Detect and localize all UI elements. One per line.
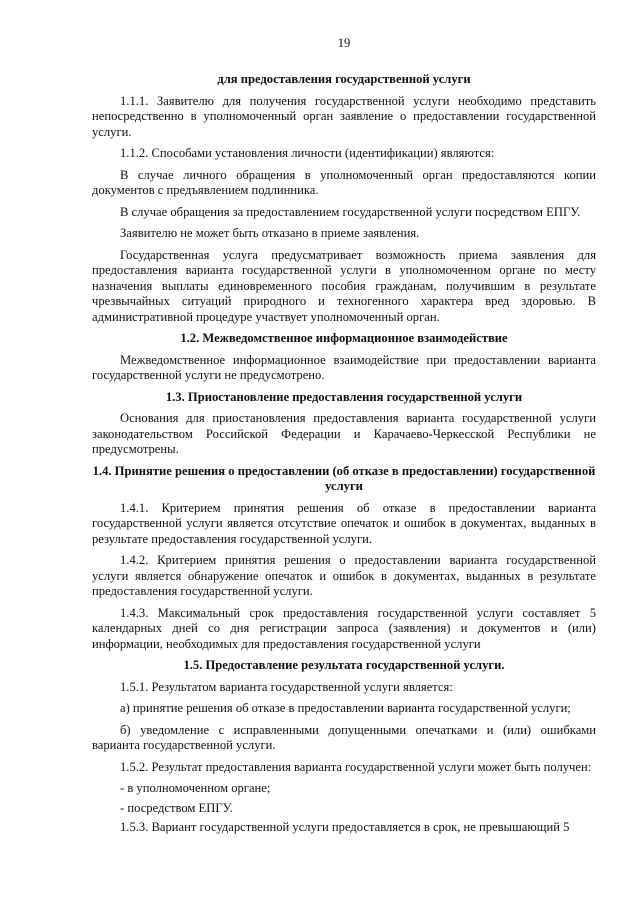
paragraph: В случае личного обращения в уполномоченный орган предоставляются копии документов с предъявлением подлинника. [92,167,596,197]
paragraph: Межведомственное информационное взаимодействие при предоставлении варианта государственной услуги не предусмотрено. [92,352,596,382]
paragraph: 1.4.3. Максимальный срок предоставления государственной услуги составляет 5 календарных дней со дня регистрации запроса (заявления) и документов и (или) информации, необходимых для предоставления государственной услуги [92,605,596,651]
paragraph: 1.5.3. Вариант государственной услуги предоставляется в срок, не превышающий 5 [120,820,570,834]
section-heading: для предоставления государственной услуги [217,72,471,86]
section-heading: 1.3. Приостановление предоставления государственной услуги [165,389,523,404]
paragraph: В случае обращения за предоставлением государственной услуги посредством ЕПГУ. [120,204,581,219]
section-heading: 1.4. Принятие решения о предоставлении (об отказе в предоставлении) государственной услуги [92,463,596,493]
paragraph: Основания для приостановления предоставления варианта государственной услуги законодательством Российской Федерации и Карачаево-Черкесской Республики не предусмотрены. [92,411,596,456]
paragraph: 1.4.1. Критерием принятия решения об отказе в предоставлении варианта государственной услуги является отсутствие опечаток и ошибок в документах, выданных в результате предоставления государственной услуги. [92,500,596,546]
paragraph: 1.1.1. Заявителю для получения государственной услуги необходимо представить непосредственно в уполномоченный орган заявление о предоставлении государственной услуги. [92,93,596,139]
paragraph: 1.1.2. Способами установления личности (идентификации) являются: [120,146,495,160]
paragraph: 1.4.2. Критерием принятия решения о предоставлении варианта государственной услуги является обнаружение опечаток и ошибок в документах, выданных в результате предоставления государственной услуги. [92,553,596,598]
paragraph: 1.5.1. Результатом варианта государственной услуги является: [120,679,453,694]
paragraph: Заявителю не может быть отказано в приеме заявления. [120,226,420,240]
paragraph: а) принятие решения об отказе в предоставлении варианта государственной услуги; [120,701,571,715]
section-heading: 1.2. Межведомственное информационное взаимодействие [180,331,508,345]
section-heading: 1.5. Предоставление результата государственной услуги. [183,658,505,672]
paragraph: б) уведомление с исправленными допущенными опечатками и (или) ошибками варианта государственной услуги. [92,722,596,752]
paragraph: - в уполномоченном органе; [120,781,271,795]
paragraph: 1.5.2. Результат предоставления варианта государственной услуги может быть получен: [120,759,592,774]
paragraph: - посредством ЕПГУ. [120,800,233,815]
paragraph: Государственная услуга предусматривает возможность приема заявления для предоставления варианта государственной услуги в уполномоченном органе по месту назначения выплаты единовременного пособия гражданам, получившим в результате чрезвычайных ситуаций природного и техногенного характера вред здоровью. В административной процедуре участвует уполномоченный орган. [92,247,596,324]
page-number: 19 [337,36,351,50]
